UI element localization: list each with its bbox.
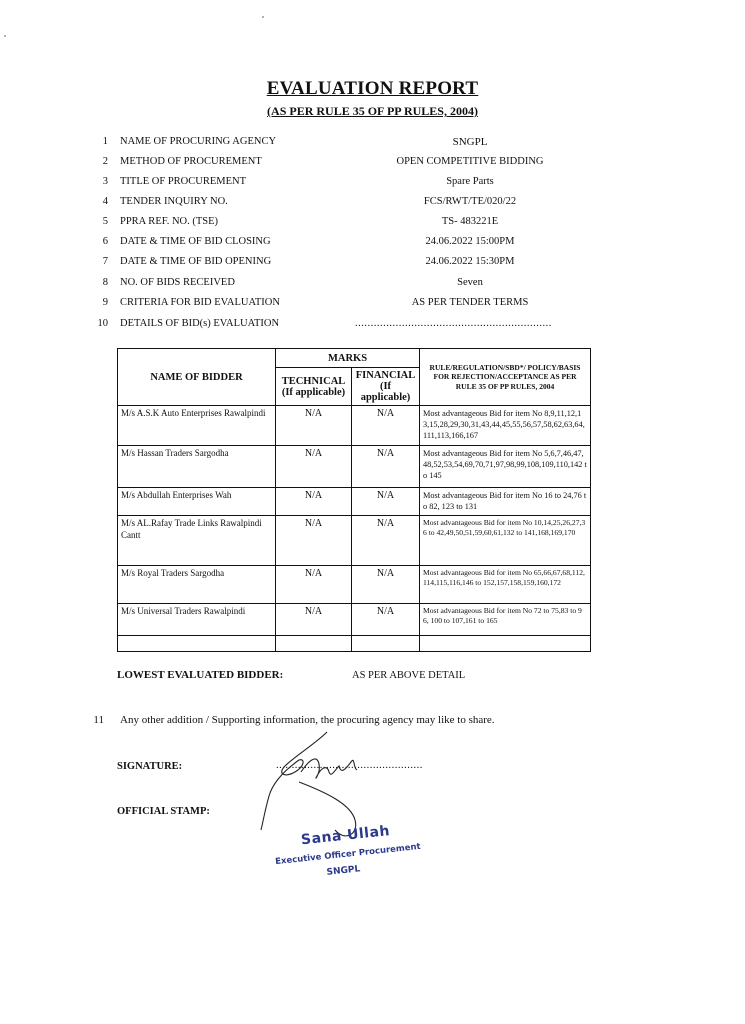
stamp-organization: SNGPL [326, 864, 361, 878]
dotted-line: ............................................................... [355, 318, 552, 329]
field-number: 7 [102, 256, 108, 267]
acceptance-detail: Most advantageous Bid for item No 65,66,67,68,112,114,115,116,146 to 152,157,158,159,160,172 [420, 566, 591, 604]
report-title: EVALUATION REPORT [266, 78, 479, 99]
header-technical: TECHNICAL (If applicable) [276, 368, 352, 406]
field-number: 8 [102, 277, 108, 288]
technical-marks: N/A [276, 516, 352, 566]
field-row [0, 236, 745, 252]
field-number: 3 [102, 176, 108, 187]
field-row [0, 196, 745, 212]
field-label: PPRA REF. NO. (TSE) [120, 216, 219, 227]
lowest-bidder-value: AS PER ABOVE DETAIL [352, 670, 466, 681]
bidder-name: M/s A.S.K Auto Enterprises Rawalpindi [118, 406, 276, 446]
field-label: TITLE OF PROCUREMENT [120, 176, 246, 187]
field-row [0, 318, 745, 334]
financial-marks: N/A [352, 406, 420, 446]
table-empty-row [118, 636, 591, 652]
header-financial: FINANCIAL (If applicable) [352, 368, 420, 406]
header-marks: MARKS [276, 349, 420, 368]
field-number: 1 [102, 136, 108, 147]
bid-evaluation-table [117, 348, 591, 652]
field-value: FCS/RWT/TE/020/22 [423, 196, 517, 207]
table-row [118, 488, 591, 516]
technical-marks: N/A [276, 604, 352, 636]
field-label: Any other addition / Supporting information, the procuring agency may like to share. [120, 714, 495, 726]
bidder-name: M/s Hassan Traders Sargodha [118, 446, 276, 488]
field-label: DATE & TIME OF BID CLOSING [120, 236, 271, 247]
field-value: SNGPL [452, 136, 488, 148]
bidder-name: M/s Abdullah Enterprises Wah [118, 488, 276, 516]
table-row [118, 516, 591, 566]
table-row [118, 566, 591, 604]
field-number: 6 [102, 236, 108, 247]
header-name-of-bidder: NAME OF BIDDER [118, 349, 276, 406]
stamp-designation: Executive Officer Procurement [274, 841, 422, 868]
table-row [118, 446, 591, 488]
report-subtitle: (AS PER RULE 35 OF PP RULES, 2004) [267, 104, 478, 118]
field-row [0, 297, 745, 313]
financial-marks: N/A [352, 488, 420, 516]
technical-marks: N/A [276, 488, 352, 516]
scan-speck [262, 16, 264, 18]
field-label: DATE & TIME OF BID OPENING [120, 256, 272, 267]
empty-cell [352, 636, 420, 652]
field-number: 5 [102, 216, 108, 227]
field-number: 11 [93, 714, 104, 726]
bidder-name: M/s AL.Rafay Trade Links Rawalpindi Cantt [118, 516, 276, 566]
empty-cell [420, 636, 591, 652]
field-label: NAME OF PROCURING AGENCY [120, 136, 277, 147]
signature-label: SIGNATURE: [117, 761, 183, 772]
field-value: Seven [457, 277, 483, 288]
table-row [118, 604, 591, 636]
technical-marks: N/A [276, 446, 352, 488]
acceptance-detail: Most advantageous Bid for item No 5,6,7,46,47,48,52,53,54,69,70,71,97,98,99,108,109,110,142 to 145 [420, 446, 591, 488]
financial-marks: N/A [352, 566, 420, 604]
table-row [118, 406, 591, 446]
field-value: 24.06.2022 15:30PM [425, 256, 515, 267]
header-rule: RULE/REGULATION/SBD*/ POLICY/BASIS FOR REJECTION/ACCEPTANCE AS PER RULE 35 OF PP RULES, 2004 [420, 349, 591, 406]
field-row [0, 216, 745, 232]
field-label: CRITERIA FOR BID EVALUATION [120, 297, 280, 308]
bidder-name: M/s Royal Traders Sargodha [118, 566, 276, 604]
empty-cell [118, 636, 276, 652]
table-header-row [118, 349, 591, 368]
financial-marks: N/A [352, 604, 420, 636]
field-row [0, 256, 745, 272]
field-value: AS PER TENDER TERMS [411, 297, 529, 308]
bidder-name: M/s Universal Traders Rawalpindi [118, 604, 276, 636]
field-label: METHOD OF PROCUREMENT [120, 156, 262, 167]
field-row [0, 277, 745, 293]
scan-speck [4, 35, 6, 37]
signature-line: ............................................... [276, 760, 423, 771]
acceptance-detail: Most advantageous Bid for item No 72 to 75,83 to 96, 100 to 107,161 to 165 [420, 604, 591, 636]
financial-marks: N/A [352, 446, 420, 488]
field-number: 4 [102, 196, 108, 207]
technical-marks: N/A [276, 406, 352, 446]
financial-marks: N/A [352, 516, 420, 566]
technical-marks: N/A [276, 566, 352, 604]
field-number: 10 [97, 318, 108, 329]
official-stamp-label: OFFICIAL STAMP: [117, 806, 210, 817]
field-number: 2 [102, 156, 108, 167]
field-number: 9 [102, 297, 108, 308]
acceptance-detail: Most advantageous Bid for item No 8,9,11,12,13,15,28,29,30,31,43,44,45,55,56,57,58,62,63,64,111,113,166,167 [420, 406, 591, 446]
handwritten-signature [255, 730, 385, 840]
empty-cell [276, 636, 352, 652]
field-value: OPEN COMPETITIVE BIDDING [396, 156, 544, 167]
field-value: TS- 483221E [441, 216, 499, 227]
acceptance-detail: Most advantageous Bid for item No 16 to 24,76 to 82, 123 to 131 [420, 488, 591, 516]
field-label: DETAILS OF BID(s) EVALUATION [120, 318, 280, 329]
field-value: 24.06.2022 15:00PM [425, 236, 515, 247]
field-label: NO. OF BIDS RECEIVED [120, 277, 235, 288]
field-label: TENDER INQUIRY NO. [120, 196, 228, 207]
lowest-bidder-label: LOWEST EVALUATED BIDDER: [117, 669, 284, 681]
field-value: Spare Parts [446, 176, 494, 187]
field-row [0, 176, 745, 192]
field-row [0, 136, 745, 152]
field-row [0, 156, 745, 172]
stamp-name: Sana Ullah [300, 823, 391, 849]
acceptance-detail: Most advantageous Bid for item No 10,14,25,26,27,36 to 42,49,50,51,59,60,61,132 to 141,168,169,170 [420, 516, 591, 566]
